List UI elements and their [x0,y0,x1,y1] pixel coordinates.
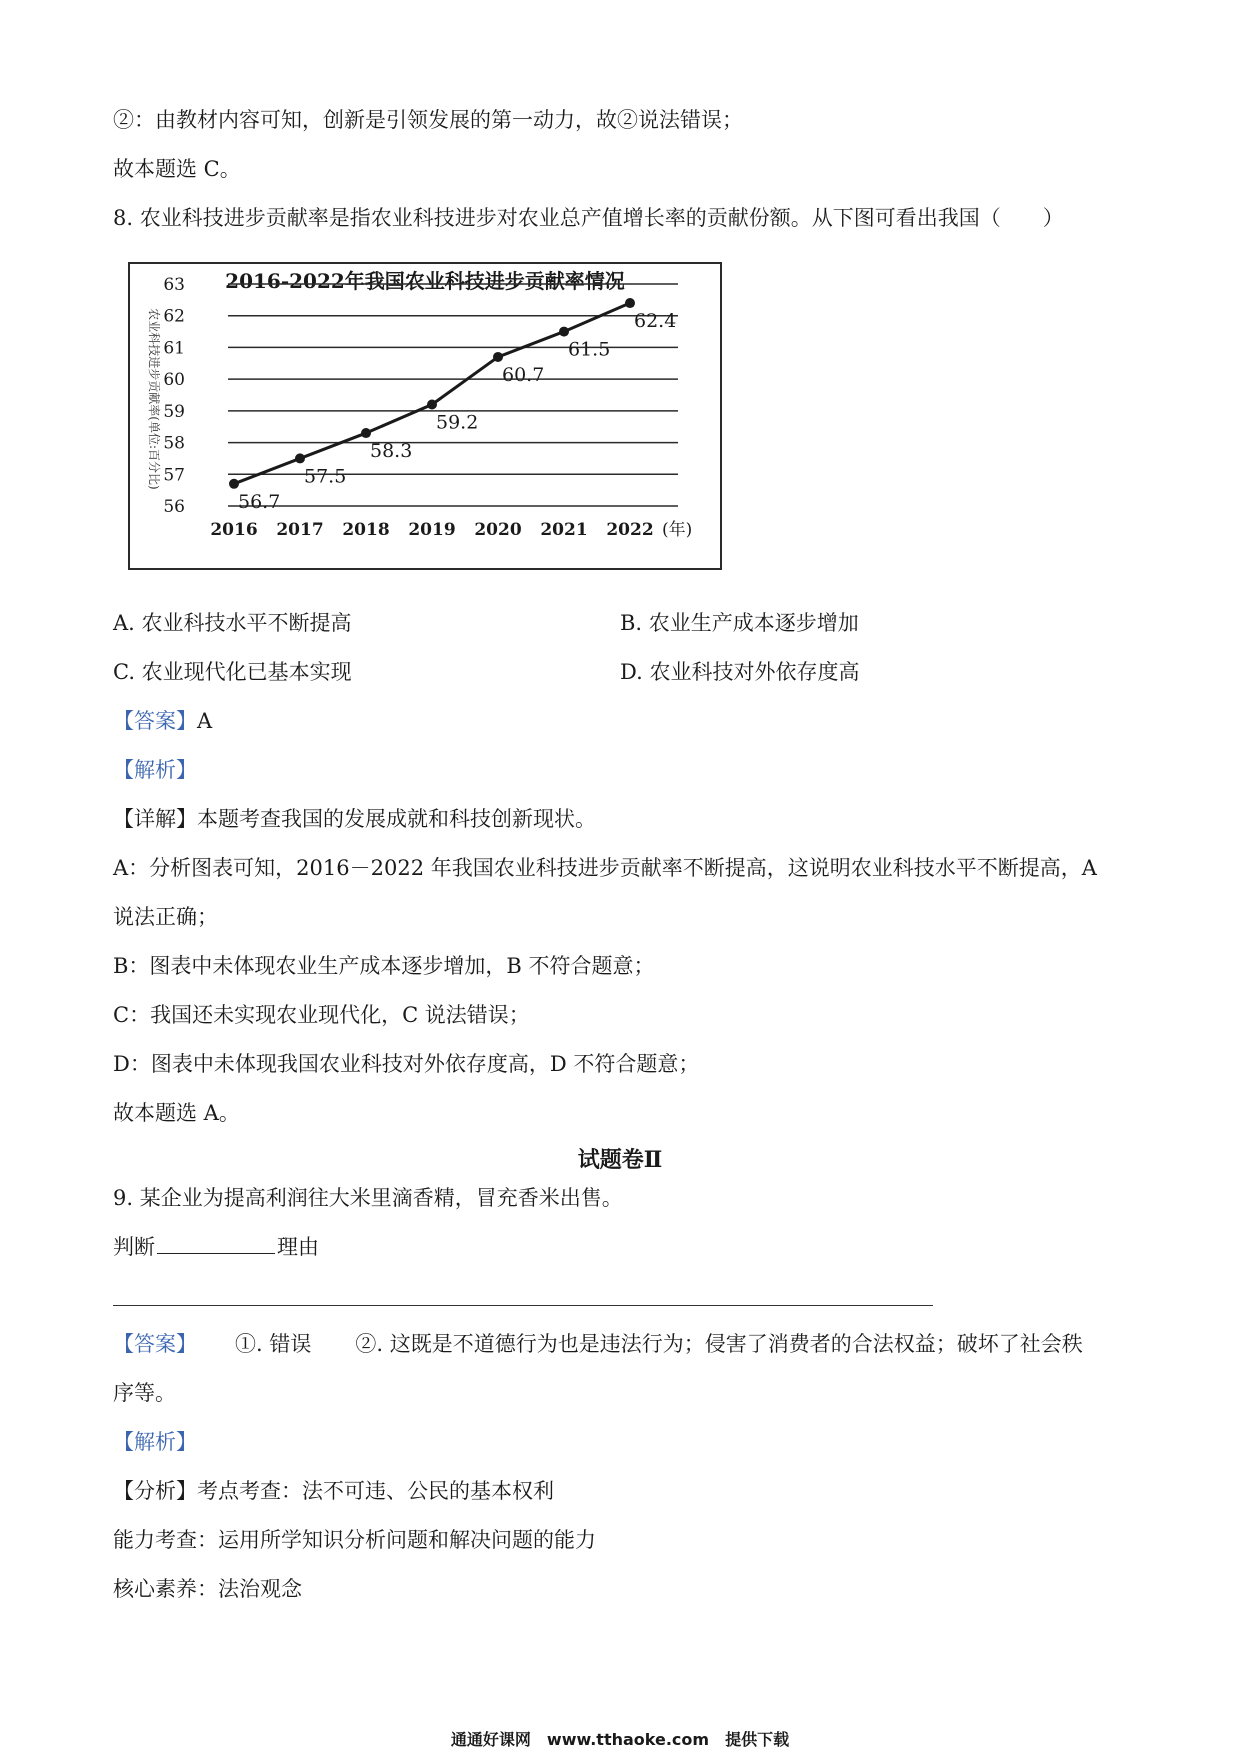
y-tick-label: 58 [163,433,185,454]
answer2-tag: 【答案】 [113,1332,197,1356]
option-d: D. 农业科技对外依存度高 [620,660,860,684]
y-tick-label: 59 [163,401,185,422]
data-point [625,298,635,308]
data-point [493,352,503,362]
data-label: 61.5 [568,338,611,361]
reason-label: 理由 [277,1235,319,1259]
ability-line: 能力考查：运用所学知识分析问题和解决问题的能力 [113,1528,596,1552]
series-line [234,303,630,484]
option-a: A. 农业科技水平不断提高 [113,611,352,635]
text-line: ②：由教材内容可知，创新是引领发展的第一动力，故②说法错误； [113,108,743,132]
analysis2-tag: 【解析】 [113,1430,197,1454]
x-axis-label: (年) [662,520,693,540]
y-tick-label: 60 [163,370,185,391]
x-tick-label: 2020 [474,520,522,540]
analysis-c: C：我国还未实现农业现代化，C 说法错误； [113,1003,530,1027]
y-tick-label: 56 [163,497,185,517]
data-label: 59.2 [436,411,479,434]
footer: 通通好课网 www.tthaoke.com 提供下载 [450,1730,790,1749]
data-point [229,479,239,489]
x-tick-label: 2018 [342,520,390,540]
judge-label: 判断 [113,1235,155,1259]
question-8: 8. 农业科技进步贡献率是指农业科技进步对农业总产值增长率的贡献份额。从下图可看出我国（ ） [113,206,1064,230]
selection-line: 故本题选 A。 [113,1101,240,1125]
data-point [559,327,569,337]
data-label: 56.7 [238,490,281,513]
x-tick-label: 2019 [408,520,456,540]
answer-rule [113,1305,933,1306]
answer-row [113,707,212,735]
answer-value: A [197,709,213,733]
detail-line: 【详解】本题考查我国的发展成就和科技创新现状。 [113,807,596,831]
answer2-continued: 序等。 [113,1381,176,1405]
answer2-part1: ①. 错误 [235,1332,312,1356]
chart-title: 2016-2022年我国农业科技进步贡献率情况 [225,269,625,293]
y-tick-label: 62 [163,306,185,327]
data-label: 58.3 [370,440,413,463]
analysis-d: D：图表中未体现我国农业科技对外依存度高，D 不符合题意； [113,1052,700,1076]
analysis-a-1: A：分析图表可知，2016－2022 年我国农业科技进步贡献率不断提高，这说明农业科技水平不断提高，A [113,856,1097,880]
data-label: 57.5 [304,465,347,488]
option-b: B. 农业生产成本逐步增加 [620,611,859,635]
x-tick-label: 2021 [540,520,588,540]
answer2-part2: ②. 这既是不道德行为也是违法行为；侵害了消费者的合法权益；破坏了社会秩 [355,1332,1083,1356]
y-tick-label: 61 [163,338,185,359]
judge-blank [157,1233,275,1254]
data-point [361,428,371,438]
core-line: 核心素养：法治观念 [113,1577,302,1601]
text-line: 故本题选 C。 [113,157,241,181]
y-axis-label: 农业科技进步贡献率(单位:百分比) [147,308,161,490]
answer-tag: 【答案】 [113,709,197,733]
section-title: 试题卷Ⅱ [577,1147,663,1173]
question-9: 9. 某企业为提高利润往大米里滴香精，冒充香米出售。 [113,1186,623,1210]
judge-row [113,1233,319,1261]
analysis-a-2: 说法正确； [113,905,218,929]
option-c: C. 农业现代化已基本实现 [113,660,352,684]
analysis-tag: 【解析】 [113,758,197,782]
x-tick-label: 2016 [210,520,258,540]
x-tick-label: 2017 [276,520,324,540]
answer2-row [113,1330,1083,1358]
x-tick-label: 2022 [606,520,654,540]
data-point [295,453,305,463]
line-chart [128,262,722,570]
data-point [427,400,437,410]
line-chart-svg [130,264,720,568]
data-label: 62.4 [634,310,677,333]
y-tick-label: 63 [163,275,185,295]
analysis-b: B：图表中未体现农业生产成本逐步增加，B 不符合题意； [113,954,655,978]
y-tick-label: 57 [163,465,185,486]
data-label: 60.7 [502,363,545,386]
fenxi-line: 【分析】考点考查：法不可违、公民的基本权利 [113,1479,554,1503]
